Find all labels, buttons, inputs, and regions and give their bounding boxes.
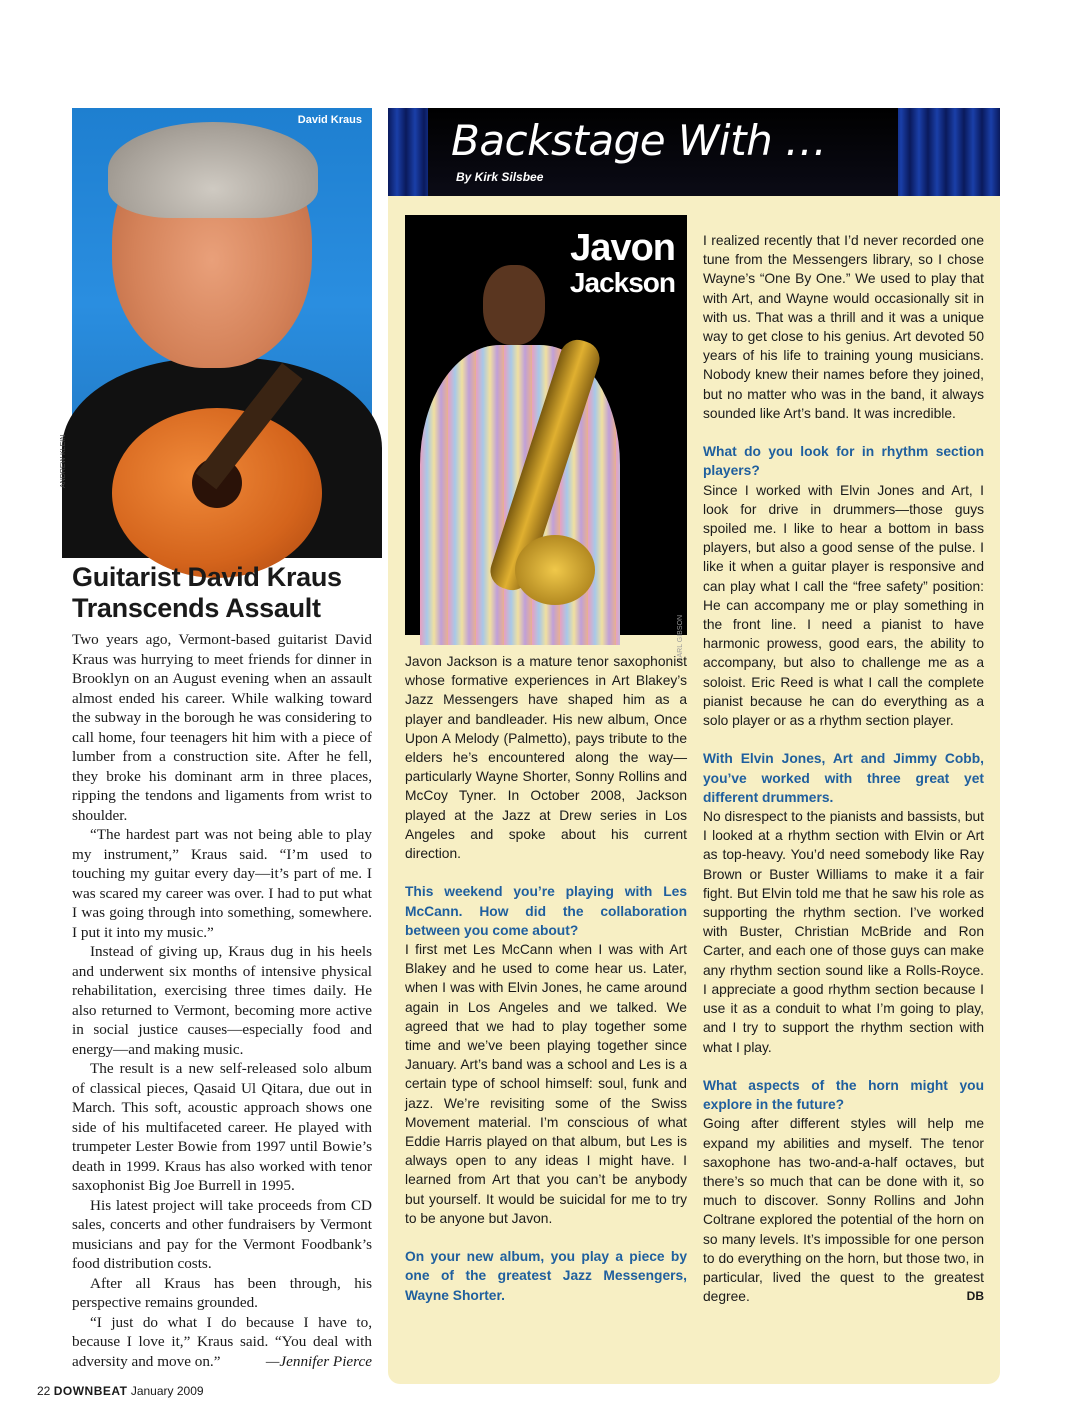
answer-text: Going after different styles will help me expand my abilities and myself. The tenor saxophone has two-and-a-half octaves, but there’s so much that can be done with it, so much to discover. Sonny Rollins and John Coltrane explored the potential of the horn on so many levels. It’s impossible for one person to do everything on the horn, but those two, in particular, lived the quest to the greatest degree.	[703, 1116, 984, 1305]
end-mark: DB	[966, 1289, 984, 1304]
question: What aspects of the horn might you explore in the future?	[703, 1077, 984, 1113]
magazine-name: DOWNBEAT	[53, 1384, 128, 1398]
banner-title: Backstage With …	[451, 116, 827, 165]
answer-last	[703, 1114, 984, 1306]
intro-paragraph: Javon Jackson is a mature tenor saxophonist whose formative experiences in Art Blakey’s Jazz Messengers have shaped him as a player and bandleader. His new album, Once Upon A Melody (Palmetto), pays tribute to the elders he’s encountered along the way—particularly Wayne Shorter, Sonny Rollins and McCoy Tyner. In October 2008, Jackson played at the Jazz at Drew series in Los Angeles and spoke about his current direction.	[405, 654, 687, 862]
photo-credit: ANDREW KLEIN	[60, 434, 67, 488]
author-signature: —Jennifer Pierce	[265, 1352, 372, 1370]
backstage-panel	[388, 108, 1000, 1384]
paragraph-last	[72, 1313, 372, 1372]
question: On your new album, you play a piece by one of the greatest Jazz Messengers, Wayne Shorter.	[405, 1249, 687, 1303]
paragraph-text: “I just do what I do because I have to, because I love it,” Kraus said. “You deal with adversity and move on.”	[72, 1313, 372, 1370]
paragraph: His latest project will take proceeds from CD sales, concerts and other fundraisers by Vermont musicians and pay for the Vermont Foodbank’s food distribution costs.	[72, 1196, 372, 1272]
banner	[388, 108, 1000, 196]
page-footer	[37, 1384, 204, 1398]
javon-jackson-photo	[405, 215, 687, 663]
question: What do you look for in rhythm section players?	[703, 444, 984, 479]
answer: Since I worked with Elvin Jones and Art, I look for drive in drummers—those guys spoiled me. I like to hear a bottom in bass players, but also a good sense of the pulse. I like it when a guitar player is responsive and can play what I call the “free safety” position: He can accompany me or play something in the front line. I need a pianist to have harmonic prowess, good ears, the ability to accompany, but also to challenge me as a soloist. Eric Reed is what I call the complete pianist because he can do everything as a solo player or as a rhythm section player.	[703, 482, 984, 729]
paragraph: The result is a new self-released solo album of classical pieces, Qasaid Ul Qitara, due out in March. This soft, acoustic approach shows one side of his multifaceted career. He played with trumpeter Lester Bowie from 1997 until Bowie’s death in 1999. Kraus has also worked with tenor saxophonist Big Joe Burrell in 1995.	[72, 1060, 372, 1194]
saxophone-bell-shape	[515, 535, 595, 605]
issue-date: January 2009	[130, 1384, 204, 1398]
photo-name-first: Javon	[570, 227, 675, 269]
answer: I first met Les McCann when I was with Art Blakey and he used to come hear us. Later, when I was with Elvin Jones, he came around again in Los Angeles and we talked. We agreed that we had to play together some time and we’ve been playing together since January. Art’s band was a school and Les is a certain type of school himself: soul, funk and jazz. We’re revisiting some of the Swiss Movement material. I’m conscious of what Eddie Harris played on that album, but Les is always open to any ideas I might have. I learned from Art that you can’t be anybody but yourself. It would be suicidal for me to try to be anyone but Javon.	[405, 942, 687, 1226]
interview-column-1	[405, 652, 687, 1305]
question: With Elvin Jones, Art and Jimmy Cobb, you’ve worked with three great yet different drummers.	[703, 751, 984, 805]
photo-credit: EARL GIBSON	[677, 615, 684, 663]
photo-caption: David Kraus	[297, 114, 362, 126]
answer: No disrespect to the pianists and bassists, but I looked at a rhythm section with Elvin or Art as top-heavy. You’d need somebody like Ray Brown or Buster Williams to make it a fair fight. But Elvin told me that he saw his role as supporting the rhythm section. I’ve worked with Buster, Christian McBride and Ron Carter, and each one of those guys can make any rhythm section sound like a Rolls-Royce. I appreciate a good rhythm section because I use it as a conduit to what I’m going to play, and I try to support the rhythm section with what I play.	[703, 809, 984, 1055]
article-headline: Guitarist David Kraus Transcends Assault	[72, 562, 342, 623]
byline: By Kirk Silsbee	[456, 170, 544, 184]
paragraph: Two years ago, Vermont-based guitarist David Kraus was hurrying to meet friends for dinner in Brooklyn on an August evening when an assault almost ended his career. While walking toward the subway in the borough he was considering to call home, four teenagers hit him with a piece of lumber from a construction site. After he fell, they broke his dominant arm in three places, ripping the tendons and ligaments from wrist to shoulder.	[72, 631, 372, 824]
question: This weekend you’re playing with Les McCann. How did the collaboration between you come about?	[405, 884, 687, 938]
photo-hair-shape	[108, 122, 318, 218]
photo-face-shape	[483, 265, 545, 345]
interview-column-2	[703, 231, 984, 1306]
david-kraus-photo	[72, 108, 372, 544]
paragraph: Instead of giving up, Kraus dug in his heels and underwent six months of intensive physical rehabilitation, exercising three times daily. He also returned to Vermont, becoming more active in social justice causes—especially food and energy—and making music.	[72, 943, 372, 1058]
page-number: 22	[37, 1384, 51, 1398]
paragraph: “The hardest part was not being able to play my instrument,” Kraus said. “I’m used to touching my guitar every day—it’s part of me. I was scared my career was over. I had to put what I was going through into something, somewhere. I put it into my music.”	[72, 826, 372, 941]
paragraph: After all Kraus has been through, his perspective remains grounded.	[72, 1274, 372, 1311]
answer: I realized recently that I’d never recorded one tune from the Messengers library, so I chose Wayne’s “One By One.” We used to play that with Art, and Wayne would occasionally sit in with us. That was a thrill and it was a unique way to get close to his genius. Art devoted 50 years of his life to training young musicians. Nobody knew their names before they joined, but no matter who was in the band, it always sounded like Art’s band. It was incredible.	[703, 233, 984, 421]
photo-name-last: Jackson	[569, 267, 675, 298]
article-body	[72, 630, 372, 1371]
